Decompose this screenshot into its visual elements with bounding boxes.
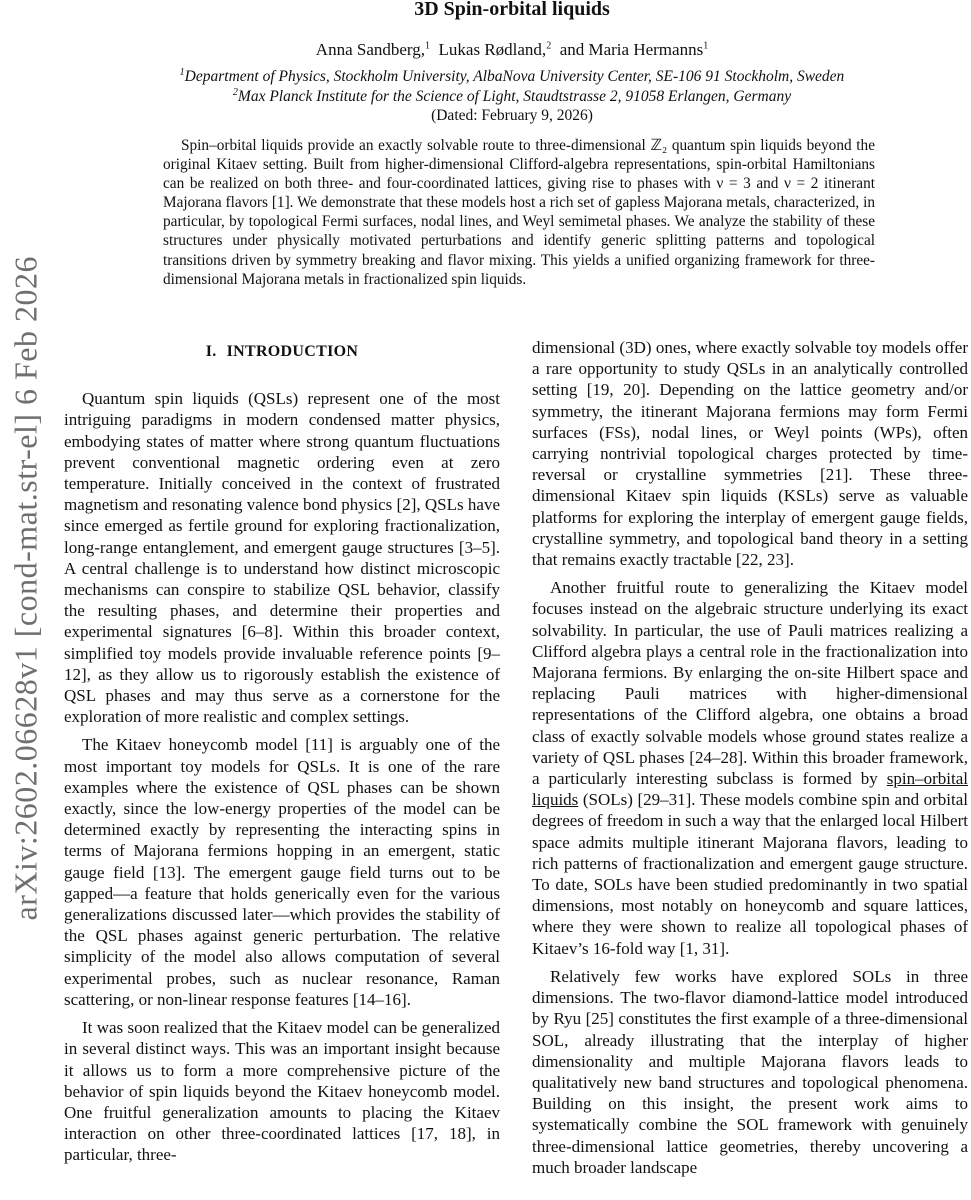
right-column <box>532 337 968 1185</box>
section-heading <box>64 341 500 362</box>
author-name: Lukas Rødland, <box>438 40 547 59</box>
paragraph-text: Another fruitful route to generalizing the Kitaev model focuses instead on the algebraic structure underlying its exact solvability. In particular, the use of Pauli matrices realizing a Clifford algebra plays a central role in the fractionalization into Majorana fermions. By enlarging the on-site Hilbert space and replacing Pauli matrices with higher-dimensional representations of the Clifford algebra, one obtains a broad class of exactly solvable models whose ground states realize a variety of QSL phases [24–28]. Within this broader framework, a particularly interesting subclass is formed by <box>532 578 968 789</box>
author-affiliation-mark: 2 <box>546 40 552 52</box>
date-line: (Dated: February 9, 2026) <box>431 107 593 124</box>
affiliation-1 <box>0 68 971 86</box>
author-name: Anna Sandberg, <box>315 40 426 59</box>
affiliation-mark: 1 <box>179 66 185 78</box>
underlined-term: spin–orbital liquids <box>532 769 968 810</box>
abstract: Spin–orbital liquids provide an exactly solvable route to three-dimensional ℤ₂ quantum spin liquids beyond the original Kitaev setting. Built from higher-dimensional Clifford-algebra representations, spin-orbital Hamiltonians can be realized on both three- and four-coordinated lattices, giving rise to phases with ν = 3 and ν = 2 itinerant Majorana flavors [1]. We demonstrate that these models host a rich set of gapless Majorana metals, characterized, in particular, by topological Fermi surfaces, nodal lines, and Weyl semimetal phases. We analyze the stability of these structures under physically motivated perturbations and identify generic splitting patterns and topological transitions driven by symmetry breaking and flavor mixing. This yields a unified organizing framework for three-dimensional Majorana metals in fractionalized spin liquids. <box>163 137 875 288</box>
body-paragraph: Quantum spin liquids (QSLs) represent one of the most intriguing paradigms in modern condensed matter physics, embodying states of matter where strong quantum fluctuations prevent conventional magnetic ordering even at zero temperature. Initially conceived in the context of frustrated magnetism and resonating valence bond physics [2], QSLs have since emerged as fertile ground for exploring fractionalization, long-range entanglement, and emergent gauge structures [3–5]. A central challenge is to understand how distinct microscopic mechanisms can conspire to stabilize QSL behavior, classify the resulting phases, and determine their properties and experimental signatures [6–8]. Within this broader context, simplified toy models provide invaluable reference points [9–12], as they allow us to rigorously establish the existence of QSL phases and may thus serve as a cornerstone for the exploration of more realistic and complex settings. <box>64 389 500 727</box>
paper-title: 3D Spin-orbital liquids <box>414 0 610 20</box>
arxiv-identifier: arXiv:2602.06628v1 [cond-mat.str-el] 6 Feb 2026 <box>7 255 44 921</box>
body-paragraph: dimensional (3D) ones, where exactly solvable toy models offer a rare opportunity to study QSLs in an analytically controlled setting [19, 20]. Depending on the lattice geometry and/or symmetry, the itinerant Majorana fermions may form Fermi surfaces (FSs), nodal lines, or Weyl points (WPs), often carrying nontrivial topological charges protected by time-reversal or crystalline symmetries [21]. These three-dimensional Kitaev spin liquids (KSLs) serve as valuable platforms for exploring the interplay of emergent gauge fields, crystalline symmetry, and topological band theory in a setting that remains exactly tractable [22, 23]. <box>532 338 968 570</box>
section-title: INTRODUCTION <box>226 343 359 360</box>
author-name: and Maria Hermanns <box>559 40 704 59</box>
left-column <box>64 337 500 1173</box>
section-number: I. <box>205 343 217 360</box>
paragraph-text: (SOLs) [29–31]. These models combine spin and orbital degrees of freedom in such a way that the enlarged local Hilbert space admits multiple itinerant Majorana flavors, leading to rich patterns of fractionalization and emergent gauge structure. To date, SOLs have been studied predominantly in two spatial dimensions, most notably on honeycomb and square lattices, where they were shown to realize all topological phases of Kitaev’s 16-fold way [1, 31]. <box>532 790 968 958</box>
body-paragraph: It was soon realized that the Kitaev model can be generalized in several distinct ways. This was an important insight because it allows us to form a more comprehensive picture of the behavior of spin liquids beyond the Kitaev honeycomb model. One fruitful generalization amounts to placing the Kitaev interaction on other three-coordinated lattices [17, 18], in particular, three- <box>64 1018 500 1165</box>
affiliation-text: Max Planck Institute for the Science of Light, Staudtstrasse 2, 91058 Erlangen, Germany <box>237 88 792 105</box>
affiliation-mark: 2 <box>232 86 238 98</box>
affiliation-text: Department of Physics, Stockholm University, AlbaNova University Center, SE-106 91 Stockholm, Sweden <box>184 68 845 85</box>
affiliation-2 <box>0 88 971 106</box>
body-paragraph: Relatively few works have explored SOLs in three dimensions. The two-flavor diamond-lattice model introduced by Ryu [25] constitutes the first example of a three-dimensional SOL, already illustrating that the interplay of higher dimensionality and multiple Majorana flavors leads to qualitatively new band structures and topological phenomena. Building on this insight, the present work aims to systematically combine the SOL framework with genuinely three-dimensional lattice geometries, thereby uncovering a much broader landscape <box>532 966 968 1177</box>
author-affiliation-mark: 1 <box>703 40 709 52</box>
author-affiliation-mark: 1 <box>425 40 431 52</box>
body-paragraph <box>532 577 968 959</box>
author-list <box>0 40 971 60</box>
body-paragraph: The Kitaev honeycomb model [11] is arguably one of the most important toy models for QSLs. It is one of the rare examples where the existence of QSL phases can be shown exactly, since the low-energy properties of the model can be determined exactly by representing the interacting spins in terms of Majorana fermions hopping in an emergent, static gauge field [13]. The emergent gauge field turns out to be gapped—a feature that holds generically even for the various generalizations discussed later—which provides the stability of the QSL phases against generic perturbation. The relative simplicity of the model also allows computation of several experimental probes, such as nuclear resonance, Raman scattering, or non-linear response features [14–16]. <box>64 735 500 1009</box>
